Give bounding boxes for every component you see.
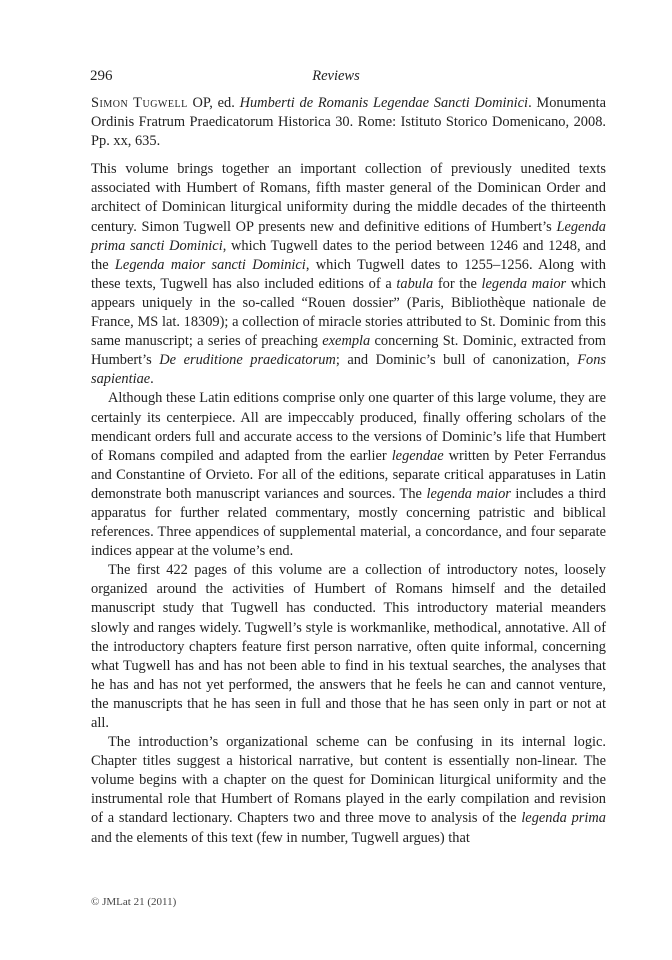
italic-term: legenda maior xyxy=(426,485,511,502)
citation-author: Simon Tugwell xyxy=(91,95,188,111)
italic-term: legenda prima xyxy=(521,810,606,827)
review-body xyxy=(91,94,606,848)
running-head: Reviews xyxy=(312,68,360,84)
italic-term: tabula xyxy=(396,275,434,292)
text-run: which appears uniquely in the so-called “Rouen dossier” (Paris, Bibliothèque nationale de France, MS lat. 18309); a collection of miracle stories attributed to St. Dominic from this same manuscript; a series of preaching xyxy=(91,275,606,350)
italic-term: legendae xyxy=(391,447,444,464)
italic-title: Fons sapientiae xyxy=(91,352,606,388)
italic-term: legenda maior xyxy=(481,275,567,292)
citation-details: . Monumenta Ordinis Fratrum Praedicatorum Historica 30. Rome: Istituto Storico Domenicano, 2008. Pp. xx, 635. xyxy=(91,95,606,150)
text-run: written by Peter Ferrandus and Constantine of Orvieto. For all of the editions, separate critical apparatuses in Latin demonstrate both manuscript variances and sources. The xyxy=(91,447,606,502)
text-run: for the xyxy=(433,275,482,292)
paragraph-1 xyxy=(91,160,606,389)
citation-author-suffix: OP, ed. xyxy=(187,95,240,111)
paragraph-4 xyxy=(91,733,606,848)
citation-title: Humberti de Romanis Legendae Sancti Dominici xyxy=(239,95,529,111)
italic-term: exempla xyxy=(322,333,371,350)
page-header xyxy=(0,50,672,84)
paragraph-3: The first 422 pages of this volume are a collection of introductory notes, loosely organized around the activities of Humbert of Romans himself and the detailed manuscript study that Tugwell has conducted. This introductory material meanders slowly and ranges widely. Tugwell’s style is workmanlike, methodical, annotative. All of the introductory chapters feature first person narrative, often quite informal, concerning what Tugwell has and has not been able to find in his textual searches, the analyses that he has and has not yet performed, the answers that he feels he can and cannot venture, the manuscripts that he has seen in full and those that he has seen only in part or not at all. xyxy=(91,562,606,731)
text-run: . xyxy=(150,371,154,388)
text-run: ; and Dominic’s bull of canonization, xyxy=(335,352,578,369)
text-run: concerning St. Dominic, extracted from Humbert’s xyxy=(91,333,606,369)
text-run: This volume brings together an important collection of previously unedited texts associated with Humbert of Romans, fifth master general of the Dominican Order and architect of Dominican liturgical uniformity during the middle decades of the thirteenth century. Simon Tugwell OP presents new and definitive editions of Humbert’s xyxy=(91,161,606,235)
italic-title: Legenda maior sancti Dominici xyxy=(114,256,306,273)
text-run: , which Tugwell dates to the period between 1246 and 1248, and the xyxy=(91,237,607,273)
text-run: The introduction’s organizational scheme can be confusing in its internal logic. Chapter titles suggest a historical narrative, but content is essentially non-linear. The volume begins with a chapter on the quest for Dominican liturgical uniformity and the instrumental role that Humbert of Romans played in the early compilation and revision of a standard lectionary. Chapters two and three move to analysis of the xyxy=(91,734,606,827)
italic-title: De eruditione praedicatorum xyxy=(159,352,336,369)
copyright-footer: © JMLat 21 (2011) xyxy=(91,896,177,908)
text-run: Although these Latin editions comprise only one quarter of this large volume, they are certainly its centerpiece. All are impeccably produced, finally offering scholars of the mendicant orders full and accurate access to the versions of Dominic’s life that Humbert of Romans compiled and adapted from the earlier xyxy=(91,390,606,464)
paragraph-2 xyxy=(91,389,606,561)
page-number: 296 xyxy=(90,68,113,84)
text-run: , which Tugwell dates to 1255–1256. Along with these texts, Tugwell has also included editions of a xyxy=(91,256,606,292)
italic-title: Legenda prima sancti Dominici xyxy=(91,218,606,254)
text-run: and the elements of this text (few in number, Tugwell argues) that xyxy=(91,829,470,846)
book-citation xyxy=(91,94,606,151)
text-run: includes a third apparatus for further related commentary, mostly concerning patristic and biblical references. Three appendices of supplemental material, a concordance, and four separate indices appear at the volume’s end. xyxy=(91,485,606,560)
